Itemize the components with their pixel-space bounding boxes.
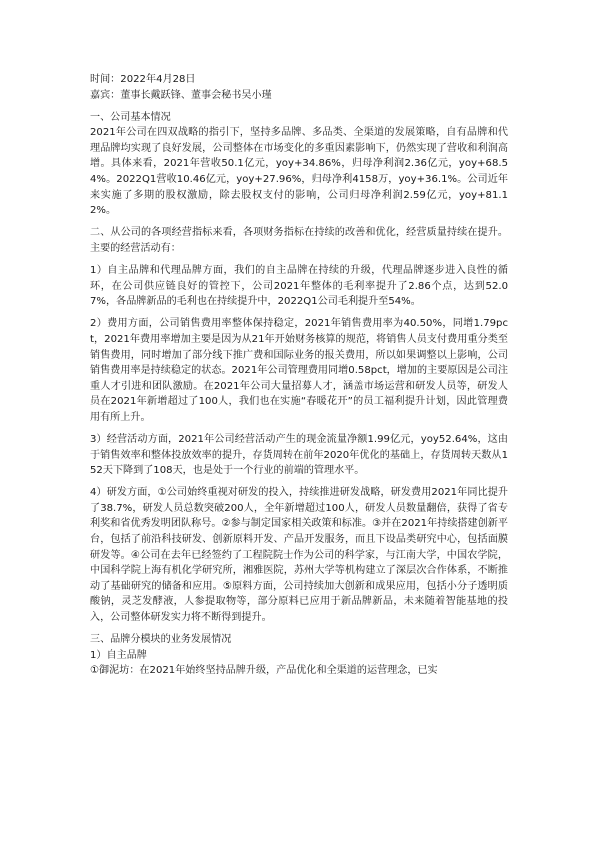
section2-item-2: 2）费用方面，公司销售费用率整体保持稳定，2021年销售费用率为40.50%，同增1.79pct，2021年费用率增加主要是因为从21年开始财务核算的规范，将销售人员支付费用重分类至销售费用，同时增加了部分线下推广费和国际业务的报关费用，所以如果调整以上影响，公司销售费用率是持续稳定的状态。2021年公司管理费用同增0.58pct，增加的主要原因是公司注重人才引进和团队激励。在2021年公司大量招募人才，涵盖市场运营和研发人员等，研发人员在2021年新增超过了100人，我们也在实施“春暖花开”的员工福利提升计划，因此管理费用有所上升。 (90, 318, 508, 423)
document-page (90, 72, 508, 679)
meeting-guests: 嘉宾：董事长戴跃锋、董事会秘书吴小瑾 (90, 89, 272, 101)
section2-item-3: 3）经营活动方面，2021年公司经营活动产生的现金流量净额1.99亿元，yoy52.64%，这由于销售效率和整体投放效率的提升，存货周转在前年2020年优化的基础上，存货周转天数从152天下降到了108天，也是处于一个行业的前端的管理水平。 (90, 433, 508, 477)
section2-intro: 二、从公司的各项经营指标来看，各项财务指标在持续的改善和优化，经营质量持续在提升。主要的经营活动有： (90, 227, 508, 254)
meeting-time: 时间：2022年4月28日 (90, 74, 196, 85)
section1-heading: 一、公司基本情况 (90, 111, 171, 123)
section1-body: 2021年公司在四双战略的指引下，坚持多品牌、多品类、全渠道的发展策略，自有品牌和代理品牌均实现了良好发展，公司整体在市场变化的多重因素影响下，仍然实现了营收和利润高增。具体来看，2021年营收50.1亿元，yoy+34.86%，归母净利润2.36亿元，yoy+68.54%。2022Q1营收10.46亿元，yoy+27.96%，归母净利4158万，yoy+36.1%。公司近年来实施了多期的股权激励，除去股权支付的影响，公司归母净利润2.59亿元，yoy+81.12%。 (90, 127, 508, 217)
section3-heading: 三、品牌分模块的业务发展情况 (90, 634, 232, 646)
section3-subheading: 1）自主品牌 (90, 649, 147, 661)
section2-item-4: 4）研发方面，①公司始终重视对研发的投入，持续推进研发战略，研发费用2021年同比提升了38.7%，研发人员总数突破200人，全年新增超过100人，研发人员数量翻倍，获得了省专利奖和省优秀发明团队称号。②参与制定国家相关政策和标准。③并在2021年持续搭建创新平台，包括了前沿科技研发、创新原料开发、产品开发服务，而且下设品类研究中心，包括面膜研发等。④公司在去年已经签约了工程院院士作为公司的科学家，与江南大学，中国农学院，中国科学院上海有机化学研究所，湘雅医院，苏州大学等机构建立了深层次合作体系，不断推动了基础研究的储备和应用。⑤原料方面，公司持续加大创新和成果应用，包括小分子透明质酸钠，灵芝发酵液，人参提取物等，部分原料已应用于新品牌新品，未来随着智能基地的投入，公司整体研发实力将不断得到提升。 (90, 487, 508, 623)
section3-body: ①御泥坊：在2021年始终坚持品牌升级，产品优化和全渠道的运营理念，已实 (90, 665, 438, 677)
section2-item-1: 1）自主品牌和代理品牌方面，我们的自主品牌在持续的升级，代理品牌逐步进入良性的循环，在公司供应链良好的管控下，公司2021年整体的毛利率提升了2.86个点，达到52.07%，各品牌新品的毛利也在持续提升中，2022Q1公司毛利提升至54%。 (90, 265, 508, 308)
